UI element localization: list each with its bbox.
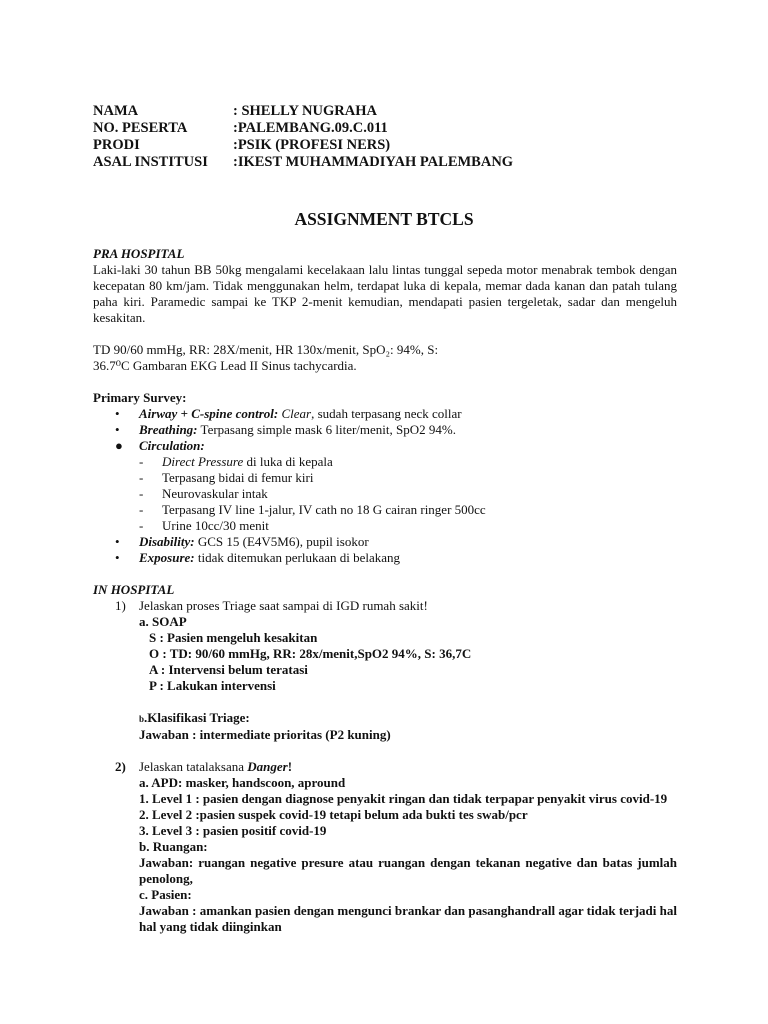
header-key: ASAL INSTITUSI (93, 154, 208, 170)
question-danger: Danger (247, 759, 288, 774)
header-row-peserta (93, 120, 513, 137)
identity-header (93, 103, 513, 171)
apd-line: a. APD: masker, handscoon, apround (139, 775, 346, 790)
circulation-subitem-text: Terpasang IV line 1-jalur, IV cath no 18 G cairan ringer 500cc (162, 502, 486, 517)
breathing-label: Breathing: (139, 422, 198, 437)
circulation-item (93, 438, 677, 454)
dash-icon: - (139, 502, 144, 517)
circulation-subitem-text: Urine 10cc/30 menit (162, 518, 269, 533)
header-key: PRODI (93, 137, 140, 153)
header-value: :PSIK (PROFESI NERS) (233, 137, 391, 153)
question-1 (93, 598, 677, 614)
ruangan-answer: Jawaban: ruangan negative presure atau ruangan dengan tekanan negative dan batas jumlah penolong, (139, 855, 677, 886)
question-2 (93, 759, 677, 775)
circulation-subitem-text: di luka di kepala (243, 454, 333, 469)
header-row-prodi (93, 137, 513, 154)
question-text: Jelaskan proses Triage saat sampai di IGD rumah sakit! (139, 598, 428, 613)
exposure-label: Exposure: (139, 550, 195, 565)
dash-icon: - (139, 454, 144, 469)
header-row-nama (93, 103, 513, 120)
circulation-subitem (93, 518, 677, 534)
header-key: NO. PESERTA (93, 120, 188, 136)
level-1: 1. Level 1 : pasien dengan diagnose penyakit ringan dan tidak terpapar penyakit virus covid-19 (139, 791, 668, 806)
dash-icon: - (139, 470, 144, 485)
ruangan-title: b. Ruangan: (139, 839, 208, 854)
exposure-item (93, 550, 677, 566)
pra-hospital-paragraph: Laki-laki 30 tahun BB 50kg mengalami kecelakaan lalu lintas tunggal sepeda motor menabrak tembok dengan kecepatan 80 km/jam. Tidak menggunakan helm, terdapat luka di kepala, memar dada kanan dan patah tulang paha kiri. Paramedic sampai ke TKP 2-menit kemudian, mendapati pasien tergeletak, sadar dan mengeluh kesakitan. (93, 262, 677, 325)
question-text: Jelaskan tatalaksana (139, 759, 248, 774)
bullet-icon: • (115, 406, 120, 421)
airway-label: Airway + C-spine control: (139, 406, 279, 421)
question-excl: ! (287, 759, 293, 774)
level-3: 3. Level 3 : pasien positif covid-19 (139, 823, 327, 838)
document-body (93, 246, 677, 935)
vitals-line-1: TD 90/60 mmHg, RR: 28X/menit, HR 130x/menit, SpO₂: 94%, S: (93, 342, 439, 357)
level-2: 2. Level 2 :pasien suspek covid-19 tetapi belum ada bukti tes swab/pcr (139, 807, 528, 822)
circulation-subitem-italic: Direct Pressure (162, 454, 244, 469)
disability-label: Disability: (139, 534, 195, 549)
circulation-subitem (93, 486, 677, 502)
header-row-institusi (93, 154, 513, 171)
header-value: :PALEMBANG.09.C.011 (233, 120, 388, 136)
triage-answer: Jawaban : intermediate prioritas (P2 kuning) (139, 727, 391, 742)
bullet-icon: • (115, 550, 120, 565)
vitals-line-2: 36.7⁰C Gambaran EKG Lead II Sinus tachycardia. (93, 358, 357, 373)
triage-letter: b (139, 714, 145, 724)
circulation-subitem-text: Neurovaskular intak (162, 486, 268, 501)
circulation-subitem (93, 454, 677, 470)
bullet-icon: • (115, 534, 120, 549)
circulation-subitem (93, 470, 677, 486)
question-number: 1) (115, 598, 126, 613)
triage-title (93, 710, 677, 727)
pasien-answer: Jawaban : amankan pasien dengan mengunci brankar dan pasanghandrall agar tidak terjadi hal hal yang tidak diinginkan (139, 903, 677, 934)
pasien-title: c. Pasien: (139, 887, 192, 902)
header-value: : SHELLY NUGRAHA (233, 103, 377, 119)
header-value: :IKEST MUHAMMADIYAH PALEMBANG (233, 154, 514, 170)
in-hospital-heading: IN HOSPITAL (93, 582, 175, 597)
exposure-text: tidak ditemukan perlukaan di belakang (194, 550, 401, 565)
question-number: 2) (115, 759, 126, 774)
soap-s: S : Pasien mengeluh kesakitan (149, 630, 318, 645)
pra-hospital-heading: PRA HOSPITAL (93, 246, 185, 261)
airway-clear: Clear (281, 406, 312, 421)
soap-title: a. SOAP (139, 614, 187, 629)
circulation-label: Circulation: (139, 438, 205, 453)
soap-o: O : TD: 90/60 mmHg, RR: 28x/menit,SpO2 94%, S: 36,7C (149, 646, 472, 661)
airway-item (93, 406, 677, 422)
header-key: NAMA (93, 103, 139, 119)
bullet-icon: ● (115, 438, 123, 453)
primary-survey-heading: Primary Survey: (93, 390, 187, 405)
soap-p: P : Lakukan intervensi (149, 678, 276, 693)
disability-item (93, 534, 677, 550)
disability-text: GCS 15 (E4V5M6), pupil isokor (194, 534, 369, 549)
document-title: ASSIGNMENT BTCLS (294, 209, 474, 229)
dash-icon: - (139, 518, 144, 533)
triage-title-text: .Klasifikasi Triage: (144, 710, 250, 725)
breathing-text: Terpasang simple mask 6 liter/menit, SpO2 94%. (197, 422, 456, 437)
airway-text: , sudah terpasang neck collar (311, 406, 462, 421)
circulation-subitem-text: Terpasang bidai di femur kiri (162, 470, 314, 485)
bullet-icon: • (115, 422, 120, 437)
soap-a: A : Intervensi belum teratasi (149, 662, 308, 677)
circulation-subitem (93, 502, 677, 518)
dash-icon: - (139, 486, 144, 501)
breathing-item (93, 422, 677, 438)
